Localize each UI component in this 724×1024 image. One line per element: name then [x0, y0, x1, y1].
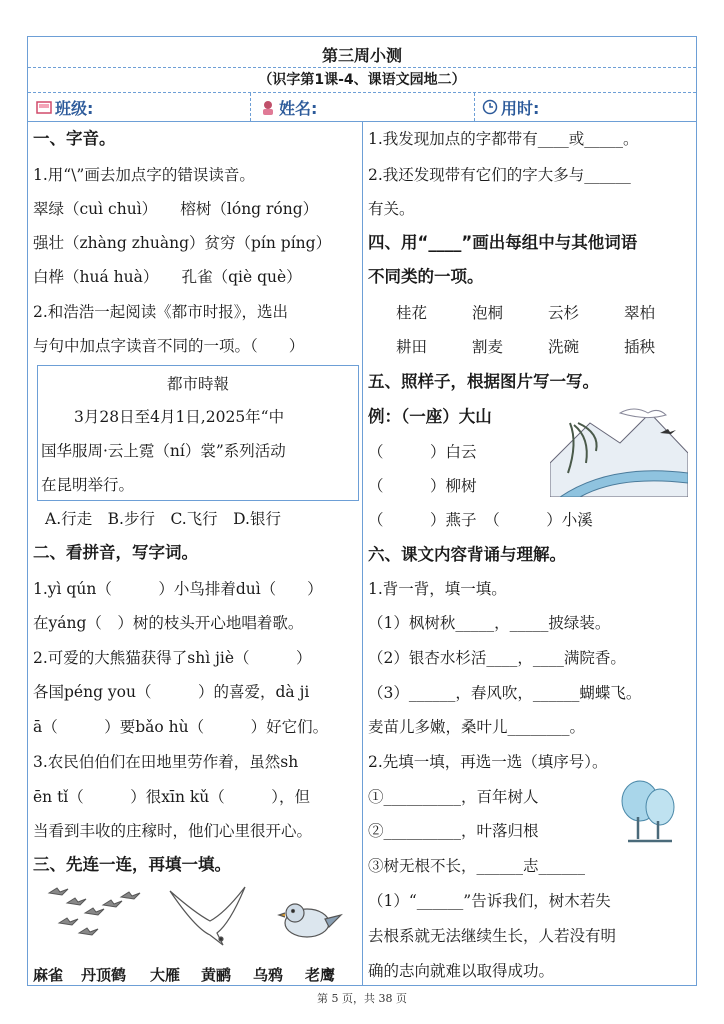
- bird-illustrations: [45, 883, 345, 955]
- fill-blank: （3）______，春风吹，______蝴蝶飞。: [368, 684, 642, 702]
- question-text: 2.我还发现带有它们的字大多与______: [368, 166, 631, 184]
- page-title: 第三周小测: [321, 46, 402, 65]
- info-divider: [474, 93, 475, 121]
- class-label: 班级:: [55, 98, 94, 118]
- fill-blank: ③树无根不长，______志______: [368, 857, 586, 875]
- explanation-text: （1）“______”告诉我们，树木若失: [368, 892, 611, 910]
- question-text: 有关。: [368, 200, 415, 218]
- question-text: 2.可爱的大熊猫获得了shì jiè（ ）: [33, 649, 312, 667]
- page-subtitle: （识字第1课-4、课语文园地二）: [258, 72, 466, 88]
- section-3-heading: 三、先连一连，再填一填。: [33, 855, 231, 874]
- geese-flock-icon: [49, 888, 140, 935]
- landscape-picture: [550, 403, 688, 497]
- section-1-heading: 一、字音。: [33, 129, 116, 148]
- question-text: 2.先填一填，再选一选（填序号）。: [368, 753, 608, 771]
- answer-options: A.行走 B.步行 C.飞行 D.银行: [45, 510, 281, 528]
- question-text: 与句中加点字读音不同的一项。（ ）: [33, 337, 305, 355]
- bird-name: 乌鸦: [253, 966, 284, 984]
- word: 翠柏: [624, 304, 656, 322]
- time-field[interactable]: [482, 93, 539, 121]
- class-icon: [36, 99, 52, 115]
- pinyin-row: 白桦（huá huà） 孔雀（qiè què）: [33, 268, 302, 286]
- fill-blank: ①__________，百年树人: [368, 788, 539, 806]
- fill-blank: （ ）白云: [368, 443, 477, 461]
- question-text: 在yáng（ ）树的枝头开心地唱着歌。: [33, 614, 304, 632]
- question-text: 3.农民伯伯们在田地里劳作着，虽然sh: [33, 753, 299, 771]
- fill-blank: （1）枫树秋_____，_____披绿装。: [368, 614, 611, 632]
- class-field[interactable]: [36, 93, 93, 121]
- newspaper-text: 国华服周·云上霓（ní）裳”系列活动: [41, 442, 286, 460]
- question-text: ēn tǐ（ ）很xīn kǔ（ ），但: [33, 788, 311, 806]
- bird-name: 老鹰: [305, 966, 336, 984]
- question-text: 各国péng you（ ）的喜爱，dà ji: [33, 683, 310, 701]
- newspaper-text: 3月28日至4月1日,2025年“中: [74, 408, 285, 426]
- word: 插秧: [624, 338, 656, 356]
- word: 割麦: [472, 338, 504, 356]
- word: 耕田: [396, 338, 428, 356]
- pinyin-row: 强壮（zhàng zhuàng）贫穷（pín píng）: [33, 234, 332, 252]
- sparrow-icon: [279, 904, 341, 937]
- explanation-text: 去根系就无法继续生长，人若没有明: [368, 927, 617, 945]
- bird-name: 黄鹂: [201, 966, 232, 984]
- worksheet: [27, 36, 697, 986]
- question-text: 1.用“\”画去加点字的错误读音。: [33, 166, 255, 184]
- fill-blank: （ ）柳树: [368, 477, 477, 495]
- question-text: 当看到丰收的庄稼时，他们心里很开心。: [33, 822, 313, 840]
- section-6-heading: 六、课文内容背诵与理解。: [368, 545, 566, 564]
- question-text: 2.和浩浩一起阅读《都市时报》，选出: [33, 303, 289, 321]
- section-4-heading: 不同类的一项。: [368, 267, 484, 286]
- clock-icon: [482, 99, 498, 115]
- section-4-heading: 四、用“____”画出每组中与其他词语: [368, 233, 638, 252]
- section-5-heading: 五、照样子，根据图片写一写。: [368, 372, 599, 391]
- crane-icon: [170, 887, 245, 945]
- question-text: 1.背一背，填一填。: [368, 580, 507, 598]
- word: 洗碗: [548, 338, 580, 356]
- bird-name: 丹顶鹤: [81, 966, 127, 984]
- word: 泡桐: [472, 304, 504, 322]
- word: 云杉: [548, 304, 580, 322]
- section-2-heading: 二、看拼音，写字词。: [33, 543, 198, 562]
- question-text: 1.我发现加点的字都带有____或_____。: [368, 130, 639, 148]
- bird-name: 麻雀: [33, 966, 64, 984]
- column-divider: [362, 121, 363, 985]
- time-label: 用时:: [501, 98, 540, 118]
- fill-blank: （ ）燕子 （ ）小溪: [368, 511, 593, 529]
- newspaper-title: 都市時報: [166, 375, 229, 393]
- pinyin-row: 翠绿（cuì chuì） 榕树（lóng róng）: [33, 200, 319, 218]
- newspaper-box: [37, 365, 359, 501]
- fill-blank: 麦苗儿多嫩，桑叶儿________。: [368, 718, 586, 736]
- tree-picture: [618, 777, 678, 847]
- info-divider: [250, 93, 251, 121]
- fill-blank: ②__________，叶落归根: [368, 822, 539, 840]
- explanation-text: 确的志向就难以取得成功。: [368, 962, 555, 980]
- header-divider: [28, 92, 696, 93]
- name-field[interactable]: [260, 93, 317, 121]
- question-text: ā（ ）要bǎo hù（ ）好它们。: [33, 718, 329, 736]
- fill-blank: （2）银杏水杉活____，____满院香。: [368, 649, 626, 667]
- header-divider: [28, 67, 696, 68]
- word: 桂花: [396, 304, 428, 322]
- example-text: 例：（一座）大山: [368, 407, 492, 426]
- question-text: 1.yì qún（ ）小鸟排着duì（ ）: [33, 580, 323, 598]
- name-label: 姓名:: [279, 98, 318, 118]
- bird-name: 大雁: [150, 966, 181, 984]
- student-avatar-icon: [260, 99, 276, 115]
- newspaper-text: 在昆明举行。: [41, 476, 135, 494]
- page-footer: 第 5 页，共 38 页: [317, 992, 407, 1005]
